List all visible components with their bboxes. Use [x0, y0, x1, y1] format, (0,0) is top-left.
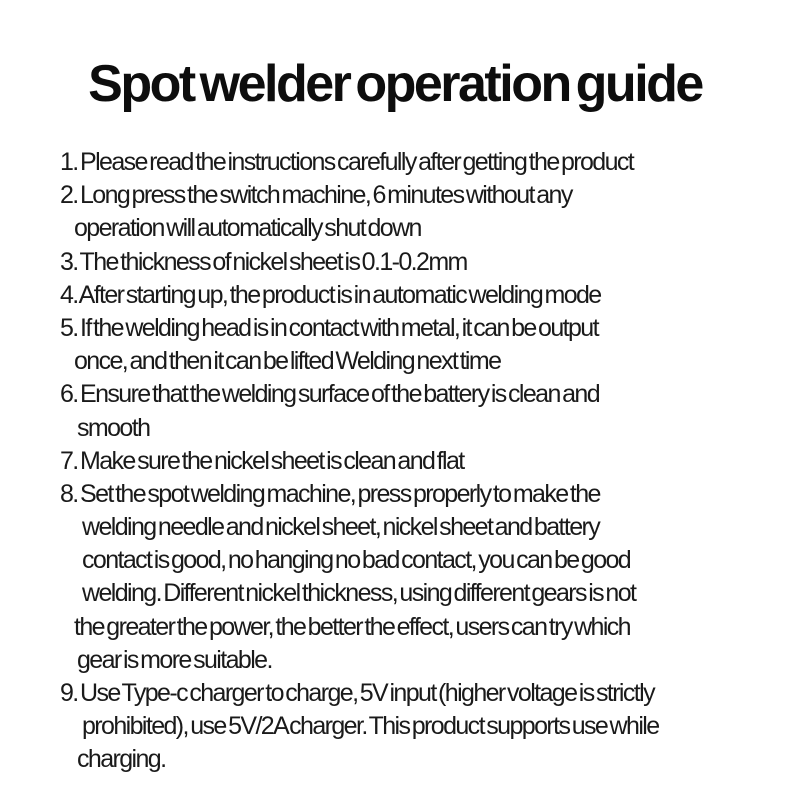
- step-line: 5. If the welding head is in contact with metal, it can be output: [60, 313, 598, 342]
- step-line: the greater the power, the better the effect, users can try which: [74, 612, 630, 641]
- step-line: 7. Make sure the nickel sheet is clean and flat: [60, 446, 464, 475]
- step-line: welding. Different nickel thickness, using different gears is not: [82, 579, 636, 608]
- step-7: [60, 445, 750, 478]
- step-line: 3. The thickness of nickel sheet is 0.1-0.2mm: [60, 247, 467, 276]
- step-line: prohibited), use 5V/2A charger. This product supports use while: [82, 712, 659, 741]
- step-line: 1. Please read the instructions carefully after getting the product: [60, 148, 634, 176]
- step-line: operation will automatically shut down: [74, 214, 421, 243]
- step-8: [60, 478, 750, 677]
- step-3: [60, 246, 750, 279]
- guide-title: Spot welder operation guide: [88, 55, 702, 113]
- step-9: [60, 677, 750, 777]
- step-2: [60, 179, 750, 245]
- step-line: gear is more suitable.: [77, 645, 272, 674]
- step-line: charging.: [77, 745, 166, 774]
- step-line: contact is good, no hanging no bad contact, you can be good: [82, 546, 631, 575]
- instruction-list: [60, 146, 750, 777]
- step-4: [60, 279, 750, 312]
- step-line: 6. Ensure that the welding surface of the battery is clean and: [60, 380, 600, 409]
- step-line: 2. Long press the switch machine, 6 minutes without any: [60, 181, 572, 210]
- step-line: 9. Use Type-c charger to charge, 5V input (higher voltage is strictly: [60, 679, 654, 707]
- step-1: [60, 146, 750, 179]
- step-line: 8. Set the spot welding machine, press properly to make the: [60, 479, 600, 508]
- step-line: welding needle and nickel sheet, nickel sheet and battery: [82, 513, 600, 542]
- step-line: 4. After starting up, the product is in automatic welding mode: [60, 280, 601, 309]
- step-5: [60, 312, 750, 378]
- step-6: [60, 378, 750, 444]
- step-line: smooth: [77, 413, 150, 442]
- step-line: once, and then it can be lifted Welding next time: [74, 347, 501, 376]
